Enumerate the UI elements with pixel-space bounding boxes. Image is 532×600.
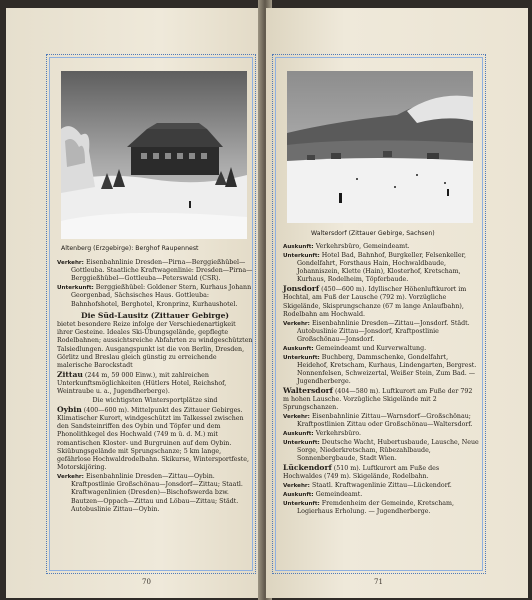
accommodation-entry: Unterkunft: Buchberg, Dammschenke, Gondelfahrt, Heidehof, Kretscham, Kurhaus, Lindengarten, Bergrest. Nonnenfelsen, Schweizertal, Weißer Stein, Zum Bad. — Jugendherberge. [283,353,477,386]
left-page [6,8,264,598]
transport-entry: Verkehr: Eisenbahnlinie Zittau—Warnsdorf—Großschönau; Kraftpostlinien Zittau oder Großschönau—Waltersdorf. [283,413,473,429]
right-page-frame [272,54,486,574]
photo-caption: Altenberg (Erzgebirge): Berghof Raupennest [61,245,199,252]
info-entry: Auskunft: Gemeindeamt. [283,491,363,499]
accommodation-entry: Unterkunft: Fremdenheim der Gemeinde, Kretscham, Logierhaus Erholung. — Jugendherberge. [283,499,455,516]
info-entry: Auskunft: Verkehrsbüro, Gemeindeamt. [283,243,410,250]
transport-entry: Verkehr: Eisenbahnlinie Dresden—Zittau—Jonsdorf. Städt. Autobuslinie Zittau—Jonsdorf, Kraftpostlinie Großschönau—Jonsdorf. [283,319,470,344]
zittau-entry: Zittau (244 m, 59 000 Einw.), mit zahlreichen Unterkunftsmöglichkeiten (Hütlers Hotel, Reichshof, Weintraube u. a., Jugendherberge). [57,369,227,396]
accommodation-entry: Unterkunft: Hotel Bad, Bahnhof, Burgkeller, Felsenkeller, Gondelfahrt, Forsthaus Hain, Hochwaldbaude, Johanniszein, Klette (Hain), Klosterhof, Kretscham, Kurhaus, Rodelheim, Töpferbaude. [283,251,466,284]
right-page-text [283,243,479,517]
accommodation-entry: Unterkunft: Deutsche Wacht, Hubertusbaude, Lausche, Neue Sorge, Niederkretscham, Rübezahlbaude, Sonnenbergbaude, Stadt Wien. [283,439,479,463]
jonsdorf-entry: Jonsdorf (450—600 m). Idyllischer Höhenluftkurort im Hochtal, am Fuß der Lausche (792 m). Vorzügliche Skigelände, Skisprungschanze (67 m lange Anlaufbahn), Rodelbahn am Hochwald. [283,284,467,318]
transport-entry: Verkehr: Eisenbahnlinie Dresden—Pirna—Berggießhübel—Gottleuba. Staatliche Kraftwagenlinie: Dresden—Pirna—Berggießhübel—Gottleuba—Peterswald (CSR). [57,259,253,283]
info-entry: Auskunft: Verkehrsbüro. [283,430,362,438]
transport-entry: Verkehr: Eisenbahnlinie Dresden—Zittau—Oybin. Kraftpostlinie Großschönau—Jonsdorf—Zittau; Staatl. Kraftwagenlinien (Dresden)—Bischofswerda bzw. Bautzen—Oppach—Zittau und Löbau—Zittau; Städt. Autobuslinie Zittau—Oybin. [57,473,243,513]
lueckendorf-entry: Lückendorf (510 m). Luftkurort am Fuße des Hochwaldes (749 m). Skigelände, Rodelbahn. [283,463,440,481]
section-intro: bietet besondere Reize infolge der Verschiedenartigkeit ihrer Gesteine. Ideales Ski-Übungsgelände, gepflegte Rodelbahnen; aussichtsreiche Abfahrten zu windgeschützten Talsiedlungen. Ausgangspunkt ist die von Berlin, Dresden, Görlitz und Breslau gleich günstig zu erreichende malerische Barockstadt [57,321,253,370]
waltersdorf-photo [287,71,473,223]
accommodation-entry: Unterkunft: Berggießhübel: Goldener Stern, Kurhaus Johann Georgenbad, Sächsisches Haus. Gottleuba: Bahnhofshotel, Berghotel, Kronprinz, Kurhaushotel. [57,284,252,308]
sport-places-line: Die wichtigsten Wintersportplätze sind [92,397,218,405]
left-page-text [57,259,253,515]
left-page-frame [46,54,256,574]
oybin-entry: Oybin (400—600 m). Mittelpunkt des Zittauer Gebirges. Klimatischer Kurort, windgeschützt im Talkessel zwischen den Sandsteinriffen des Oybin und Töpfer und dem Phonolithkegel des Hochwald (749 m ü. d. M.) mit romantischen Kloster- und Burgruinen auf dem Oybin. Skiübungsgelände mit Sprungschanze; 5 km lange, gefährlose Hochwaldrodelbahn. Skikurse, Wintersportfeste, Motorskijöring. [57,404,250,472]
waltersdorf-entry: Waltersdorf (404—580 m). Luftkurort am Fuße der 792 m hohen Lausche. Vorzügliche Skigelände mit 2 Sprungschanzen. [283,386,473,412]
photo-caption: Waltersdorf (Zittauer Gebirge, Sachsen) [311,230,435,237]
section-heading: Die Süd-Lausitz (Zittauer Gebirge) [80,310,229,320]
winter-chalet-image [61,71,247,239]
page-number: 70 [142,578,151,586]
right-page [266,8,528,598]
ski-slope-image [287,71,473,223]
transport-entry: Verkehr: Staatl. Kraftwagenlinie Zittau—Lückendorf. [283,482,452,490]
page-number: 71 [374,578,383,586]
info-entry: Auskunft: Gemeindeamt und Kurverwaltung. [283,344,427,352]
berghof-raupennest-photo [61,71,247,239]
